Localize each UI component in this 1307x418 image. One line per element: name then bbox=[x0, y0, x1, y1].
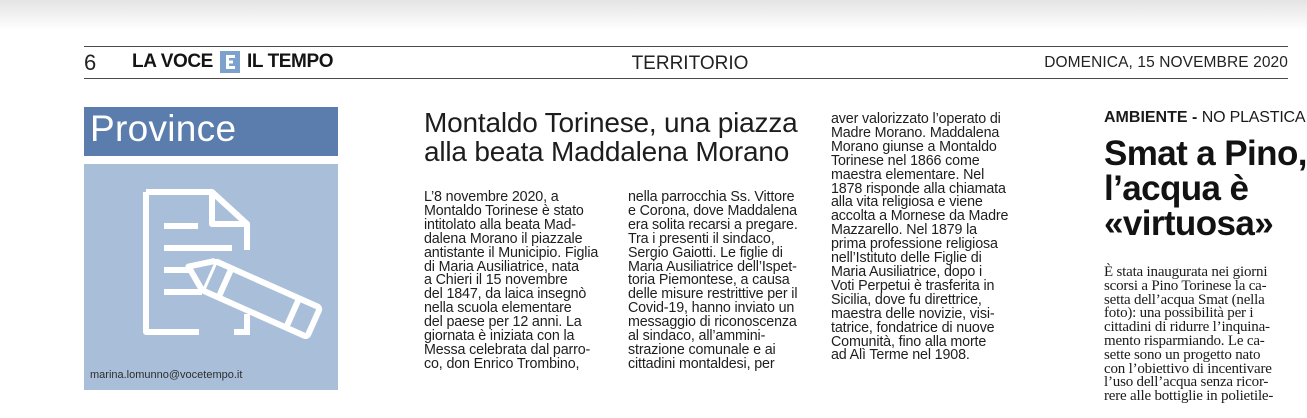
text-line: Montaldo Torinese è stato bbox=[424, 202, 584, 219]
text-line: rere alle bottiglie in polietile- bbox=[1104, 388, 1274, 405]
kicker-topic: NO PLASTICA bbox=[1201, 109, 1306, 126]
text-line: foto): una possibilità per i bbox=[1104, 305, 1254, 322]
text-line: toria Piemontese, a causa bbox=[628, 272, 790, 289]
text-line: 1878 risponde alla chiamata bbox=[831, 180, 1006, 197]
headline-line: Montaldo Torinese, una piazza bbox=[424, 107, 798, 138]
text-line: mento risparmiando. Le ca- bbox=[1104, 332, 1265, 349]
text-line: Madre Morano. Maddalena bbox=[831, 124, 1000, 141]
right-article-body bbox=[1104, 266, 1273, 404]
headline-line: alla beata Maddalena Morano bbox=[424, 136, 790, 167]
text-line: strazione comunale e ai bbox=[628, 341, 776, 358]
text-line: nella scuola elementare bbox=[424, 300, 572, 317]
header-rule-bottom bbox=[84, 78, 1288, 79]
text-line: maestra elementare. Nel bbox=[831, 166, 985, 183]
page-top-shadow bbox=[0, 0, 1307, 30]
page-number: 6 bbox=[84, 50, 97, 75]
text-line: sette sono un progetto nato bbox=[1104, 346, 1261, 363]
section-title: TERRITORIO bbox=[631, 53, 749, 74]
text-line: cittadini di ridurre l’inquina- bbox=[1104, 319, 1270, 336]
text-line: l’uso dell’acqua senza ricor- bbox=[1104, 374, 1269, 391]
text-line: maestra delle novizie, visi- bbox=[831, 305, 995, 322]
article-column-3 bbox=[831, 113, 1008, 363]
text-line: prima professione religiosa bbox=[831, 236, 998, 253]
text-line: cittadini montaldesi, per bbox=[628, 355, 775, 372]
text-line: Tra i presenti il sindaco, bbox=[628, 230, 775, 247]
kicker-category: AMBIENTE - bbox=[1104, 109, 1198, 126]
text-line: del paese per 12 anni. La bbox=[424, 314, 582, 331]
article-column-1 bbox=[424, 191, 598, 372]
main-article-headline bbox=[424, 108, 824, 166]
logo-right-text: IL TEMPO bbox=[246, 51, 334, 72]
text-line: al sindaco, all’ammini- bbox=[628, 328, 766, 345]
text-line: con l’obiettivo di incentivare bbox=[1104, 360, 1272, 377]
text-line: tatrice, fondatrice di nuove bbox=[831, 319, 995, 336]
article-column-2 bbox=[628, 191, 798, 372]
text-line: co, don Enrico Trombino, bbox=[424, 355, 580, 372]
header-rule-top bbox=[84, 46, 1288, 47]
text-line: di Maria Ausiliatrice, nata bbox=[424, 258, 579, 275]
text-line: Sergio Gaiotti. Le figlie di bbox=[628, 244, 783, 261]
text-line: dalena Morano il piazzale bbox=[424, 230, 583, 247]
document-pen-icon bbox=[84, 164, 338, 390]
text-line: ad Alì Terme nel 1908. bbox=[831, 347, 970, 364]
text-line: alla vita religiosa e viene bbox=[831, 194, 983, 211]
text-line: accolta a Mornese da Madre bbox=[831, 208, 1009, 225]
text-line: Voti Perpetui è trasferita in bbox=[831, 277, 995, 294]
headline-line: Smat a Pino, bbox=[1104, 134, 1307, 173]
text-line: scorsi a Pino Torinese la ca- bbox=[1104, 277, 1267, 294]
e-box-logo-icon bbox=[220, 51, 240, 73]
text-line: È stata inaugurata nei giorni bbox=[1104, 264, 1268, 280]
text-line: intitolato alla beata Mad- bbox=[424, 216, 576, 233]
text-line: messaggio di riconoscenza bbox=[628, 314, 797, 331]
text-line: Morano giunse a Montaldo bbox=[831, 138, 997, 155]
text-line: nell’Istituto delle Figlie di bbox=[831, 250, 982, 267]
text-line: e Corona, dove Maddalena bbox=[628, 202, 797, 219]
text-line: Messa celebrata dal parro- bbox=[424, 341, 591, 358]
text-line: Maria Ausiliatrice, dopo i bbox=[831, 263, 983, 280]
text-line: Torinese nel 1866 come bbox=[831, 152, 980, 169]
newspaper-logo bbox=[132, 51, 333, 73]
logo-left-text: LA VOCE bbox=[132, 51, 213, 72]
text-line: Maria Ausiliatrice dell’Ispet- bbox=[628, 258, 797, 275]
province-title: Province bbox=[90, 108, 237, 149]
article-kicker bbox=[1104, 109, 1305, 127]
text-line: Comunità, fino alla morte bbox=[831, 333, 987, 350]
text-line: a Chieri il 15 novembre bbox=[424, 272, 568, 289]
text-line: nella parrocchia Ss. Vittore bbox=[628, 189, 795, 205]
text-line: L’8 novembre 2020, a bbox=[424, 189, 559, 205]
right-article-headline bbox=[1104, 136, 1307, 241]
text-line: aver valorizzato l’operato di bbox=[831, 111, 1001, 127]
headline-line: l’acqua è bbox=[1104, 169, 1249, 208]
contact-email: marina.lomunno@vocetempo.it bbox=[90, 369, 243, 381]
text-line: setta dell’acqua Smat (nella bbox=[1104, 291, 1265, 308]
text-line: antistante il Municipio. Figlia bbox=[424, 244, 599, 261]
text-line: Mazzarello. Nel 1879 la bbox=[831, 222, 977, 239]
text-line: era solita recarsi a pregare. bbox=[628, 216, 798, 233]
headline-line: «virtuosa» bbox=[1104, 204, 1274, 243]
text-line: giornata è iniziata con la bbox=[424, 328, 575, 345]
text-line: Covid-19, hanno inviato un bbox=[628, 300, 795, 317]
text-line: Sicilia, dove fu direttrice, bbox=[831, 291, 982, 308]
issue-date: DOMENICA, 15 NOVEMBRE 2020 bbox=[1044, 54, 1288, 71]
text-line: del 1847, da laica insegnò bbox=[424, 286, 587, 303]
text-line: delle misure restrittive per il bbox=[628, 286, 798, 303]
